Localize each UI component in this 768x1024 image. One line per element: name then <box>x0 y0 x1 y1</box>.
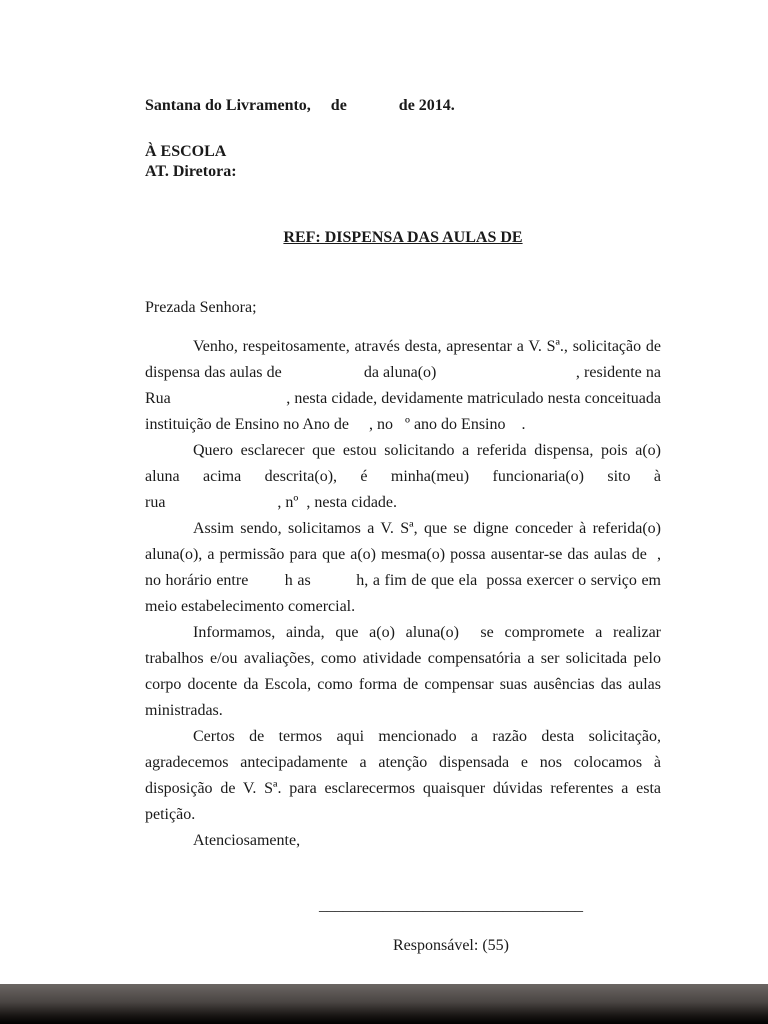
paragraph-1: Venho, respeitosamente, através desta, apresentar a V. Sª., solicitação de dispensa das aulas de da aluna(o) , residente na Rua , nesta cidade, devidamente matriculado nesta conceituada instituição de Ensino no Ano de , no º ano do Ensino . <box>145 338 661 433</box>
signature-line: _________________________________ <box>319 897 583 914</box>
footer-shadow-band <box>0 984 768 1024</box>
paragraph-5: Certos de termos aqui mencionado a razão desta solicitação, agradecemos antecipadamente a atenção dispensada e nos colocamos à disposição de V. Sª. para esclarecermos quaisquer dúvidas referentes a esta petição. <box>145 728 661 823</box>
paragraph-3: Assim sendo, solicitamos a V. Sª, que se digne conceder à referida(o) aluna(o), a permissão para que a(o) mesma(o) possa ausentar-se das aulas de , no horário entre h as h, a fim de que ela possa exercer o serviço em meio estabelecimento comercial. <box>145 520 661 615</box>
paragraph-4: Informamos, ainda, que a(o) aluna(o) se compromete a realizar trabalhos e/ou avaliações, como atividade compensatória a ser solicitada pelo corpo docente da Escola, como forma de compensar suas ausências das aulas ministradas. <box>145 624 661 719</box>
date-line: Santana do Livramento, de de 2014. <box>145 97 455 114</box>
signature-block <box>193 896 709 956</box>
closing-line: Atenciosamente, <box>193 832 301 849</box>
recipient-school: À ESCOLA <box>145 143 227 160</box>
responsible-line: Responsável: (55) <box>393 937 509 954</box>
recipient-attention: AT. Diretora: <box>145 163 237 180</box>
paragraph-2: Quero esclarecer que estou solicitando a referida dispensa, pois a(o) aluna acima descrita(o), é minha(meu) funcionaria(o) sito à rua , nº , nesta cidade. <box>145 442 661 511</box>
recipient-block <box>145 142 661 182</box>
subject-line: REF: DISPENSA DAS AULAS DE <box>283 229 523 246</box>
salutation: Prezada Senhora; <box>145 299 257 316</box>
